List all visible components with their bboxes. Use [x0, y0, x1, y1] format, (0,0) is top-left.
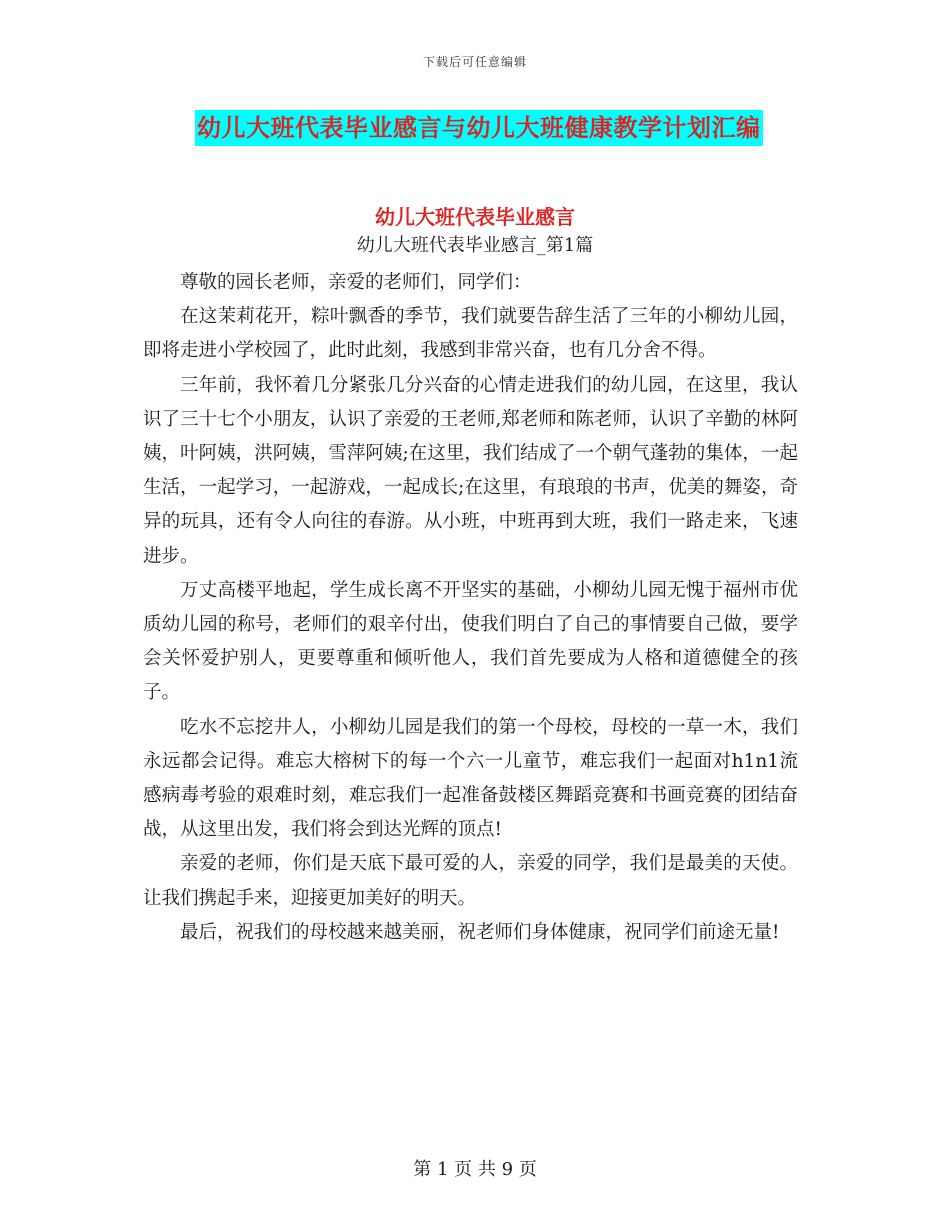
- paragraph: 最后，祝我们的母校越来越美丽，祝老师们身体健康，祝同学们前途无量!: [180, 921, 780, 943]
- article-subtitle: 幼儿大班代表毕业感言_第1篇: [356, 235, 594, 256]
- paragraph-greeting: 尊敬的园长老师，亲爱的老师们，同学们：: [180, 272, 532, 293]
- article-body: [143, 266, 798, 950]
- paragraph: 三年前，我怀着几分紧张几分兴奋的心情走进我们的幼儿园，在这里，我认识了三十七个小朋友，认识了亲爱的王老师,郑老师和陈老师，认识了辛勤的林阿姨，叶阿姨，洪阿姨，雪萍阿姨;在这里，我们结成了一个朝气蓬勃的集体，一起生活，一起学习，一起游戏，一起成长;在这里，有琅琅的书声，优美的舞姿，奇异的玩具，还有令人向往的春游。从小班，中班再到大班，我们一路走来，飞速进步。: [143, 374, 798, 567]
- paragraph: 万丈高楼平地起，学生成长离不开坚实的基础，小柳幼儿园无愧于福州市优质幼儿园的称号，老师们的艰辛付出，使我们明白了自己的事情要自己做，要学会关怀爱护别人，更要尊重和倾听他人，我们首先要成为人格和道德健全的孩子。: [143, 579, 798, 704]
- page-footer: 第 1 页 共 9 页: [413, 1159, 537, 1180]
- page-header-note: 下载后可任意编辑: [422, 55, 527, 69]
- main-title-container: [195, 110, 763, 146]
- paragraph: 在这茉莉花开，粽叶飘香的季节，我们就要告辞生活了三年的小柳幼儿园，即将走进小学校园了，此时此刻，我感到非常兴奋，也有几分舍不得。: [143, 306, 798, 362]
- paragraph: 吃水不忘挖井人，小柳幼儿园是我们的第一个母校，母校的一草一木，我们永远都会记得。难忘大榕树下的每一个六一儿童节，难忘我们一起面对h1n1流感病毒考验的艰难时刻，难忘我们一起准备鼓楼区舞蹈竞赛和书画竞赛的团结奋战，从这里出发，我们将会到达光辉的顶点!: [143, 716, 798, 841]
- main-title: 幼儿大班代表毕业感言与幼儿大班健康教学计划汇编: [195, 110, 763, 146]
- section-title: 幼儿大班代表毕业感言: [375, 205, 575, 229]
- paragraph: 亲爱的老师，你们是天底下最可爱的人，亲爱的同学，我们是最美的天使。让我们携起手来，迎接更加美好的明天。: [143, 853, 798, 909]
